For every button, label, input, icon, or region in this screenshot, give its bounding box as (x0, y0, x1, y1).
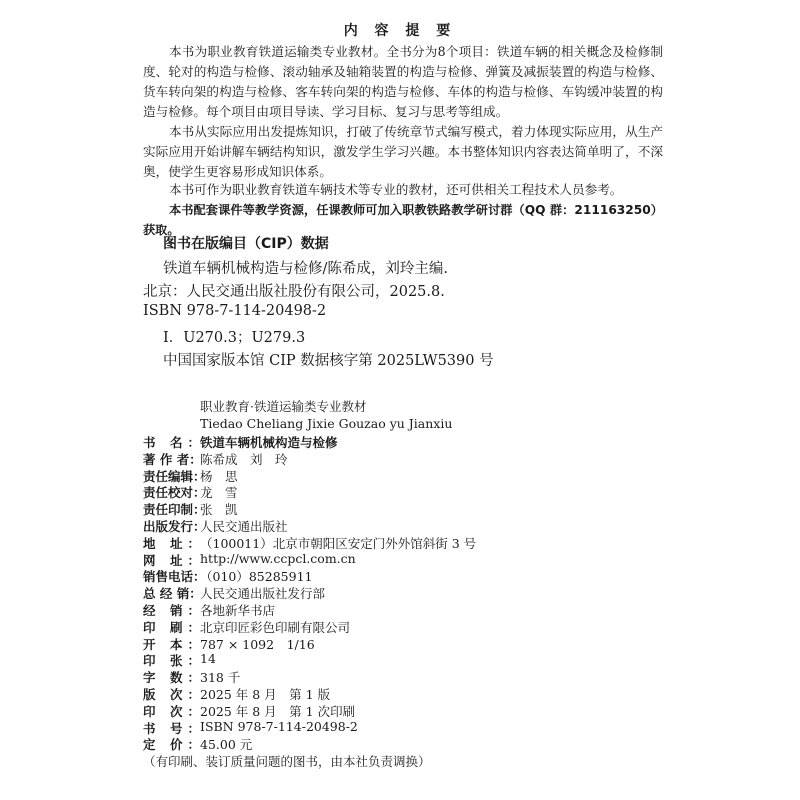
colophon-label: 字 数： (143, 670, 200, 686)
colophon-label: 印 张： (143, 653, 200, 669)
colophon-value: 2025 年 8 月 第 1 次印刷 (200, 703, 356, 719)
colophon-label: 销售电话： (143, 569, 206, 585)
colophon-label: 著 作 者： (143, 451, 202, 467)
colophon-value: （010）85285911 (200, 569, 313, 585)
series-name: 职业教育·铁道运输类专业教材 (200, 399, 367, 414)
cip-line-isbn: ISBN 978-7-114-20498-2 (143, 303, 327, 319)
colophon-label: 总 经 销： (143, 586, 202, 602)
summary-title: 内 容 提 要 (343, 23, 457, 39)
cip-heading: 图书在版编目（CIP）数据 (163, 236, 329, 252)
colophon-value: 杨 思 (200, 468, 238, 484)
colophon-value: （100011）北京市朝阳区安定门外外馆斜街 3 号 (200, 535, 477, 551)
colophon-label: 书 号： (143, 720, 200, 736)
colophon-label: 地 址： (143, 535, 200, 551)
colophon-value: 人民交通出版社 (200, 519, 288, 534)
colophon-label: 网 址： (143, 552, 200, 568)
colophon-value: 各地新华书店 (200, 603, 276, 618)
colophon-value: 铁道车辆机械构造与检修 (200, 435, 338, 450)
cip-line-publisher: 北京：人民交通出版社股份有限公司，2025.8. (143, 284, 445, 300)
cip-line-classification: Ⅰ．U270.3；U279.3 (163, 330, 306, 346)
colophon-label: 印 刷： (143, 619, 200, 635)
colophon-label: 出版发行： (143, 519, 206, 534)
summary-paragraph-1: 本书为职业教育铁道运输类专业教材。全书分为8个项目：铁道车辆的相关概念及检修制度、轮对的构造与检修、滚动轴承及轴箱装置的构造与检修、弹簧及减振装置的构造与检修、货车转向架的构造与检修、客车转向架的构造与检修、车体的构造与检修、车钩缓冲装置的构造与检修。每个项目由项目导读、学习目标、复习与思考等组成。 (143, 44, 663, 119)
colophon-label: 经 销： (143, 603, 200, 618)
colophon-value: 2025 年 8 月 第 1 版 (200, 687, 331, 702)
colophon-value: ISBN 978-7-114-20498-2 (200, 718, 358, 734)
colophon-value: 龙 雪 (200, 485, 238, 501)
colophon-label: 责任印制： (143, 502, 206, 518)
colophon-value: 陈希成 刘 玲 (200, 451, 288, 467)
colophon-value: 张 凯 (200, 502, 238, 518)
cip-line-title: 铁道车辆机械构造与检修/陈希成，刘玲主编. (163, 261, 448, 277)
colophon-label: 印 次： (143, 703, 200, 719)
cip-line-record-number: 中国国家版本馆 CIP 数据核字第 2025LW5390 号 (163, 353, 494, 369)
colophon-label: 定 价： (143, 737, 200, 753)
colophon-label: 书 名： (143, 435, 200, 450)
colophon-value: 45.00 元 (200, 737, 253, 753)
colophon-value: http://www.ccpcl.com.cn (200, 550, 356, 566)
quality-note: （有印刷、装订质量问题的图书，由本社负责调换） (143, 754, 431, 770)
colophon-value: 14 (200, 651, 216, 667)
summary-paragraph-3: 本书可作为职业教育铁道车辆技术等专业的教材，还可供相关工程技术人员参考。 (169, 182, 623, 197)
summary-paragraph-resources: 本书配套课件等教学资源，任课教师可加入职教铁路教学研讨群（QQ 群：211163250）获取。 (143, 203, 663, 237)
summary-paragraph-2: 本书从实际应用出发提炼知识，打破了传统章节式编写模式，着力体现实际应用，从生产实际应用开始讲解车辆结构知识，激发学生学习兴趣。本书整体知识内容表达简单明了，不深奥，使学生更容易形成知识体系。 (143, 124, 663, 179)
colophon-value: 318 千 (200, 670, 241, 686)
colophon-value: 北京印匠彩色印刷有限公司 (200, 619, 351, 635)
colophon-value: 人民交通出版社发行部 (200, 586, 326, 602)
colophon-value: 787 × 1092 1/16 (200, 636, 315, 652)
colophon-label: 开 本： (143, 636, 200, 652)
title-pinyin: Tiedao Cheliang Jixie Gouzao yu Jianxiu (200, 416, 453, 431)
colophon-label: 责任编辑： (143, 468, 206, 484)
colophon-label: 责任校对： (143, 485, 206, 501)
colophon-label: 版 次： (143, 687, 200, 702)
